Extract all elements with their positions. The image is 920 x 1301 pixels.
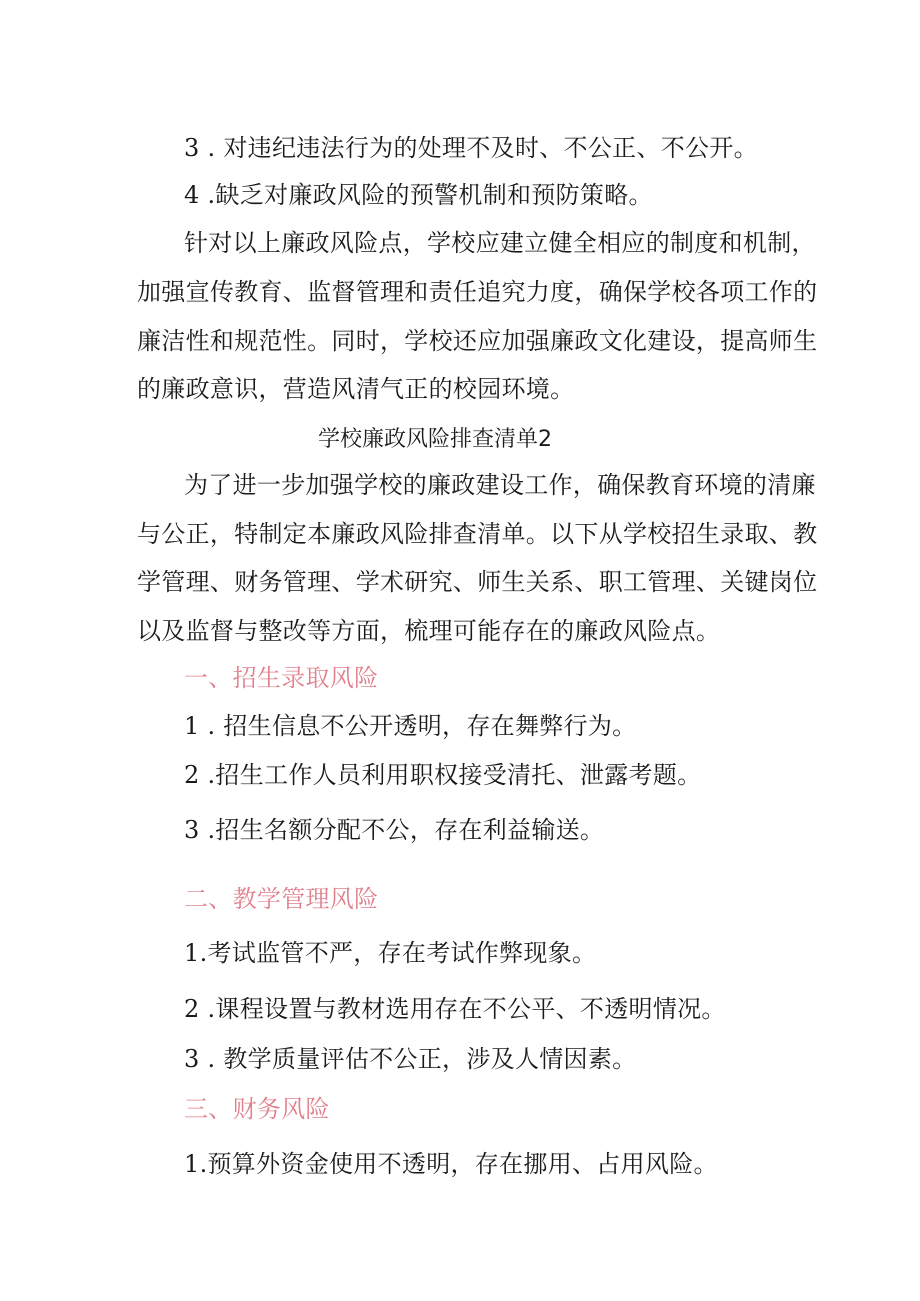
list-item: 3 . 教学质量评估不公正，涉及人情因素。 (184, 1045, 637, 1073)
paragraph-line: 与公正，特制定本廉政风险排查清单。以下从学校招生录取、教 (137, 520, 818, 548)
paragraph-line: 加强宣传教育、监督管理和责任追究力度，确保学校各项工作的 (137, 278, 818, 306)
list-item: 3 .招生名额分配不公，存在利益输送。 (184, 816, 605, 844)
section-heading: 二、教学管理风险 (184, 885, 379, 913)
list-item: 4 .缺乏对廉政风险的预警机制和预防策略。 (184, 181, 653, 209)
paragraph-line: 的廉政意识，营造风清气正的校园环境。 (137, 375, 575, 403)
list-item: 3 . 对违纪违法行为的处理不及时、不公正、不公开。 (184, 134, 758, 162)
list-item: 1.考试监管不严，存在考试作弊现象。 (184, 939, 597, 967)
section-title: 学校廉政风险排查清单2 (318, 427, 552, 452)
section-heading: 三、财务风险 (184, 1095, 330, 1123)
paragraph-line: 以及监督与整改等方面，梳理可能存在的廉政风险点。 (137, 617, 721, 645)
list-item: 1 . 招生信息不公开透明，存在舞弊行为。 (184, 712, 637, 740)
list-item: 2 .课程设置与教材选用存在不公平、不透明情况。 (184, 995, 726, 1023)
list-item: 2 .招生工作人员利用职权接受清托、泄露考题。 (184, 761, 702, 789)
paragraph-line: 为了进一步加强学校的廉政建设工作，确保教育环境的清廉 (184, 471, 816, 499)
section-heading: 一、招生录取风险 (184, 664, 379, 692)
paragraph-line: 学管理、财务管理、学术研究、师生关系、职工管理、关键岗位 (137, 568, 818, 596)
list-item: 1.预算外资金使用不透明，存在挪用、占用风险。 (184, 1150, 718, 1178)
paragraph-line: 针对以上廉政风险点，学校应建立健全相应的制度和机制， (184, 229, 816, 257)
paragraph-line: 廉洁性和规范性。同时，学校还应加强廉政文化建设，提高师生 (137, 327, 818, 355)
